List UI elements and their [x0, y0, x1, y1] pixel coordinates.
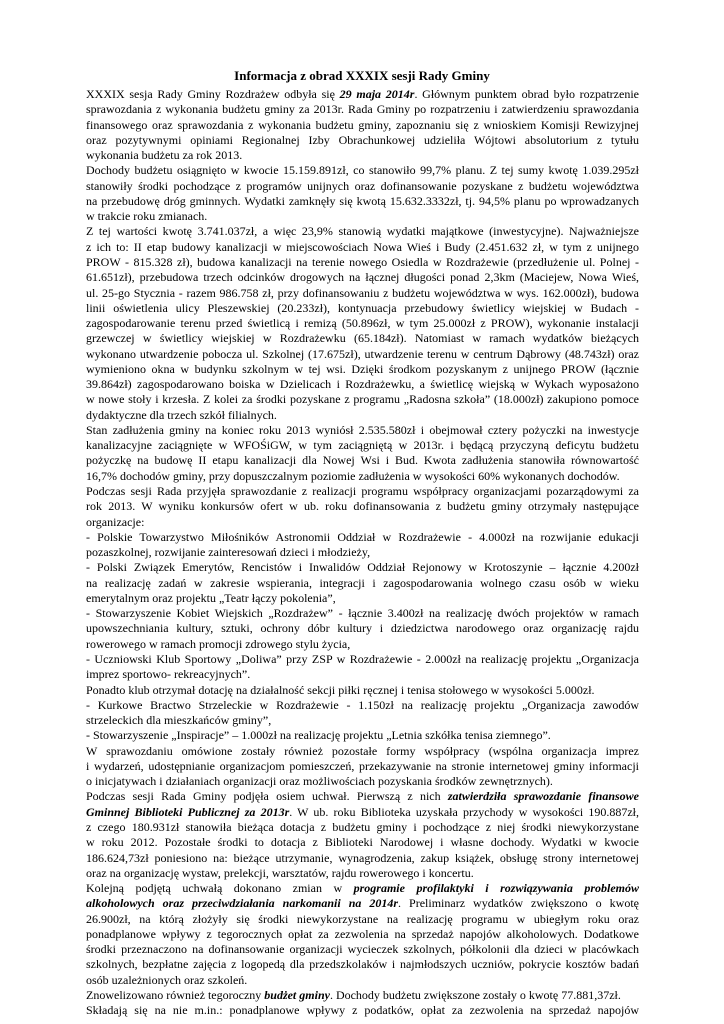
text-line [86, 545, 639, 560]
text-run: Stan zadłużenia gminy na koniec roku 2013 wyniósł 2.535.580zł i obejmował cztery pożyczki na inwestycje [86, 422, 639, 437]
text-run: w nowe stoły i krzesła. Z kolei za środki pozyskane z programu „Radosna szkoła” (18.000zł) zakupiono pomoce [86, 392, 639, 407]
text-run: pozaszkolnej, rozwijanie zainteresowań dzieci i młodzieży, [86, 545, 371, 560]
text-line [86, 499, 639, 514]
text-run: pożyczkę na budowę II etapu kanalizacji dla Nowej Wsi i Bud. Kwota zadłużenia stanowiła równowartość [86, 453, 639, 468]
text-line [86, 515, 639, 530]
text-run: kanalizacyjne zaciągnięte w WFOŚiGW, w tym zaciągniętą w 2013r. i będącą przyczyną deficytu budżetu [86, 438, 639, 453]
text-line [86, 102, 639, 117]
text-run: . Dochody budżetu zwiększone zostały o kwotę 77.881,37zł. [329, 987, 621, 1002]
text-line [86, 438, 639, 453]
text-run: emerytalnym oraz projektu „Teatr łączy pokolenia”, [86, 590, 336, 605]
text-line [86, 683, 639, 698]
text-run: linii oświetlenia ulicy Pleszewskiej (20.233zł), kontynuacja przebudowy świetlicy wiejskiej w Budach - [86, 300, 639, 315]
text-run: 186.624,73zł poniesiono na: bieżące utrzymanie, wynagrodzenia, zakup książek, obsługę strony internetowej [86, 850, 639, 865]
text-run: - Stowarzyszenie Kobiet Wiejskich „Rozdrażew” - łącznie 3.400zł na realizację dwóch projektów w ramach [86, 606, 639, 621]
text-line [86, 194, 639, 209]
text-run: XXXIX sesja Rady Gminy Rozdrażew odbyła się [86, 87, 340, 101]
text-line [86, 866, 639, 881]
text-run: ponadplanowe wpływy z tegorocznych opłat za zezwolenia na sprzedaż napojów alkoholowych. Dodatkowe [86, 926, 639, 941]
text-line [86, 179, 639, 194]
text-line [86, 606, 639, 621]
text-line [86, 820, 639, 835]
text-run: stanowiły środki pochodzące z programów unijnych oraz dofinansowanie pozyskane z budżetu województwa [86, 178, 639, 193]
text-run: - Stowarzyszenie „Inspiracje” – 1.000zł na realizację projektu „Letnia szkółka tenisa ziemnego”. [86, 728, 551, 743]
text-run: - Kurkowe Bractwo Strzeleckie w Rozdrażewie - 1.150zł na realizację projektu „Organizacja zawodów [86, 697, 639, 712]
text-line [86, 973, 639, 988]
text-line [86, 453, 639, 468]
text-run: Kolejną podjętą uchwałą dokonano zmian w [86, 881, 354, 896]
text-run: - Polski Związek Emerytów, Rencistów i Inwalidów Oddział Rejonowy w Krotoszynie – łącznie 4.200zł [86, 560, 639, 575]
text-line [86, 469, 639, 484]
text-line [86, 224, 639, 239]
text-line [86, 331, 639, 346]
text-line [86, 652, 639, 667]
text-run: z czego 180.931zł stanowiła bieżąca dotacja z budżetu gminy i pochodzące z niej środki niewykorzystane [86, 819, 639, 834]
text-run: Podczas sesji Rada przyjęła sprawozdanie z realizacji programu współpracy organizacjami pozarządowymi za [86, 484, 639, 499]
text-run: Ponadto klub otrzymał dotację na działalność sekcji piłki ręcznej i tenisa stołowego w wysokości 5.000zł. [86, 682, 595, 697]
text-line [86, 270, 639, 285]
text-run: - Uczniowski Klub Sportowy „Doliwa” przy ZSP w Rozdrażewie - 2.000zł na realizację projektu „Organizacja [86, 651, 639, 666]
text-line [86, 240, 639, 255]
text-line [86, 621, 639, 636]
emphasis-text: 29 maja 2014r [339, 87, 415, 101]
text-line [86, 759, 639, 774]
text-run: na realizację zadań w zakresie wspierania, integracji i zagospodarowania wolnego czasu osób w wieku [86, 575, 639, 590]
text-run: środki przeznaczono na dofinansowanie organizacji wycieczek szkolnych, półkolonii dla dzieci w placówkach [86, 942, 639, 957]
text-run: Znowelizowano również tegoroczny [86, 987, 265, 1002]
text-line [86, 347, 639, 362]
text-line [86, 805, 639, 820]
text-line [86, 728, 639, 743]
text-run: wymieniono okna w budynku szkolnym w tej wsi. Dzięki środkom pozyskanym z unijnego PROW (łącznie [86, 361, 639, 376]
text-line [86, 591, 639, 606]
text-line [86, 484, 639, 499]
emphasis-text: alkoholowych oraz przeciwdziałania narkomanii na 2014r [86, 896, 399, 911]
text-run: o inicjatywach i działaniach organizacji oraz możliwościach pozyskania środków zewnętrznych). [86, 774, 553, 789]
text-run: oraz na organizację wystaw, prelekcji, warsztatów, rajdu rowerowego i koncertu. [86, 865, 474, 880]
text-line [86, 301, 639, 316]
text-run: . Preliminarz wydatków zwiększono o kwotę [398, 896, 639, 911]
text-line [86, 957, 639, 972]
text-run: strzeleckich dla mieszkańców gminy”, [86, 713, 272, 728]
page-title: Informacja z obrad XXXIX sesji Rady Gminy [234, 68, 490, 83]
text-line [86, 423, 639, 438]
text-line [86, 209, 639, 224]
text-line [86, 851, 639, 866]
text-line [86, 87, 639, 102]
text-line [86, 408, 639, 423]
text-run: Z tej wartości kwotę 3.741.037zł, a więc 23,9% stanowią wydatki majątkowe (inwestycyjne). Najważniejsze [86, 224, 639, 239]
text-run: . Głównym punktem obrad było rozpatrzenie [414, 87, 639, 101]
text-line [86, 1003, 639, 1018]
text-run: wykonano utwardzenie pobocza ul. Szkolnej (17.675zł), utwardzenie terenu w centrum Dąbrowy (48.743zł) oraz [86, 346, 639, 361]
text-line [86, 316, 639, 331]
text-line [86, 988, 639, 1003]
text-run: - Polskie Towarzystwo Miłośników Astronomii Oddział w Rozdrażewie - 4.000zł na rozwijanie edukacji [86, 529, 639, 544]
text-line [86, 912, 639, 927]
text-line [86, 576, 639, 591]
text-run: ul. 25-go Stycznia - razem 986.758 zł, przy dofinansowaniu z budżetu województwa w wys. 162.000zł), budowa [86, 285, 639, 300]
text-run: na przebudowę dróg gminnych. Wydatki zamknęły się kwotą 15.632.3332zł, tj. 94,5% planu po wprowadzanych [86, 193, 639, 208]
text-run: grzewczej w świetlicy wiejskiej w Rozdrażewku (65.184zł). Natomiast w ramach wydatków bieżących [86, 331, 639, 346]
text-run: imprez sportowo- rekreacyjnych”. [86, 667, 251, 682]
text-run: 61.651zł), przebudowa trzech odcinków drogowych na łącznej długości ponad 2,3km (Maciejew, Nowa Wieś, [86, 270, 639, 285]
text-line [86, 255, 639, 270]
text-line [86, 392, 639, 407]
text-line [86, 896, 639, 911]
text-line [86, 774, 639, 789]
text-line [86, 560, 639, 575]
emphasis-text: programie profilaktyki i rozwiązywania problemów [353, 881, 639, 896]
text-run: finansowego oraz sprawozdania z wykonania budżetu gminy, zapoznaniu się z wnioskiem Komisji Rewizyjnej [86, 117, 639, 132]
text-run: W sprawozdaniu omówione zostały również pozostałe formy współpracy (wspólna organizacja imprez [86, 743, 639, 758]
text-line [86, 713, 639, 728]
text-line [86, 667, 639, 682]
text-run: 26.900zł, na którą złożyły się środki niewykorzystane na realizację programu w ubiegłym roku oraz [86, 911, 639, 926]
text-line [86, 789, 639, 804]
text-run: zagospodarowanie terenu przed świetlicą i remizą (50.896zł, w tym 25.000zł z PROW), wykonanie instalacji [86, 316, 639, 331]
text-run: upowszechniania kultury, sztuki, ochrony dóbr kultury i dziedzictwa narodowego oraz organizację rajdu [86, 621, 639, 636]
text-line [86, 744, 639, 759]
text-run: szkolnych, bezpłatne zajęcia z logopedą dla przedszkolaków i najmłodszych uczniów, pokrycie kosztów badań [86, 957, 639, 972]
text-run: Składają się na nie m.in.: ponadplanowe wpływy z podatków, opłat za zezwolenia na sprzedaż napojów [86, 1003, 639, 1018]
text-run: rok 2013. W wyniku konkursów ofert w ub. roku dofinansowania z budżetu gminy otrzymały następujące [86, 499, 639, 514]
emphasis-text: budżet gminy [264, 987, 330, 1002]
text-run: sprawozdania z wykonania budżetu gminy za 2013r. Rada Gminy po rozpatrzeniu i zatwierdzeniu sprawozdania [86, 102, 639, 117]
text-run: dydaktyczne dla trzech szkół filialnych. [86, 407, 277, 422]
emphasis-text: zatwierdziła sprawozdanie finansowe [447, 789, 639, 804]
text-run: wykonania budżetu za rok 2013. [86, 148, 243, 163]
text-run: Podczas sesji Rada Gminy podjęła osiem uchwał. Pierwszą z nich [86, 789, 448, 804]
text-line [86, 133, 639, 148]
text-line [86, 377, 639, 392]
text-run: oraz pozytywnymi opiniami Regionalnej Izby Obrachunkowej udzieliła Wójtowi absolutorium z tytułu [86, 132, 639, 147]
text-line [86, 835, 639, 850]
text-run: w roku 2012. Pozostałe środki to dotacja z Biblioteki Narodowej i własne dochody. Wydatki w kwocie [86, 835, 639, 850]
text-line [86, 881, 639, 896]
text-line [86, 163, 639, 178]
text-run: PROW - 815.328 zł), budowa kanalizacji na terenie nowego Osiedla w Rozdrażewie (przedłużenie ul. Polnej - [86, 254, 639, 269]
text-run: Dochody budżetu osiągnięto w kwocie 15.159.891zł, co stanowiło 99,7% planu. Z tej sumy kwotę 1.039.295zł [86, 163, 639, 178]
text-line [86, 530, 639, 545]
text-run: z ich to: II etap budowy kanalizacji w miejscowościach Nowa Wieś i Budy (2.451.632 zł, w tym z unijnego [86, 239, 639, 254]
text-run: 39.864zł) zagospodarowano boiska w Dzielicach i Rozdrażewku, a świetlicę wiejską w Wykach wyposażono [86, 377, 639, 392]
text-run: osób uzależnionych oraz szkoleń. [86, 972, 248, 987]
text-line [86, 148, 639, 163]
emphasis-text: Gminnej Biblioteki Publicznej za 2013r [86, 804, 290, 819]
text-line [86, 637, 639, 652]
text-line [86, 118, 639, 133]
text-run: rowerowego w ramach promocji zdrowego stylu życia, [86, 636, 351, 651]
text-line [86, 942, 639, 957]
text-line [86, 698, 639, 713]
text-line [86, 286, 639, 301]
text-line [86, 927, 639, 942]
text-run: i wydarzeń, udostępnianie organizacjom pomieszczeń, przekazywanie na stronie internetowej gminy informacji [86, 758, 639, 773]
text-run: 16,7% dochodów gminy, przy dopuszczalnym poziomie zadłużenia w wysokości 60% wykonanych dochodów. [86, 468, 620, 483]
text-run: organizacje: [86, 514, 145, 529]
text-run: w trakcie roku zmianach. [86, 209, 208, 224]
text-line [86, 362, 639, 377]
text-run: . W ub. roku Biblioteka uzyskała przychody w wysokości 190.887zł, [289, 804, 639, 819]
